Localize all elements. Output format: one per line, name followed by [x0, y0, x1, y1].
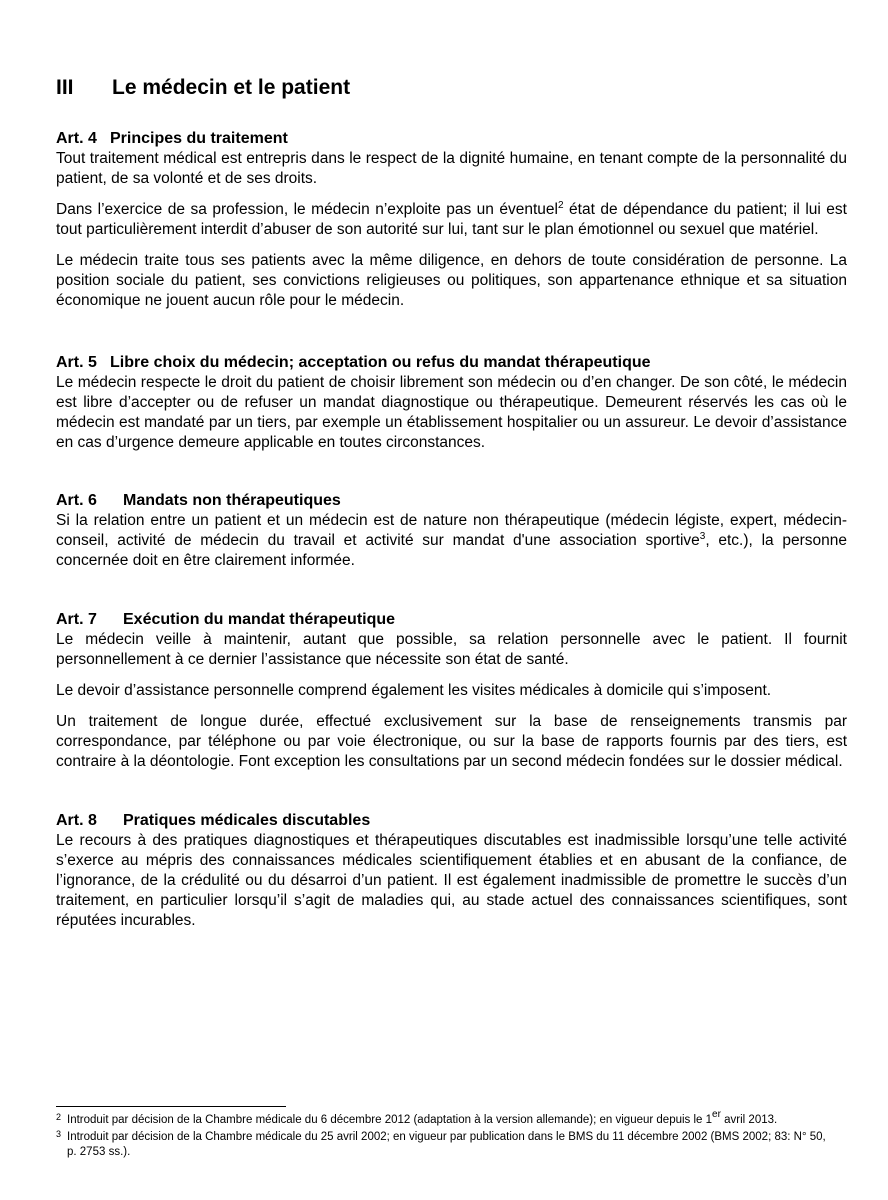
article-heading: [56, 812, 847, 830]
article-paragraph: Dans l’exercice de sa profession, le médecin n’exploite pas un éventuel$^2$ état de dépendance du patient; il lui est tout particulièrement interdit d’abuser de son autorité sur lui, tant sur le plan émotionnel ou sexuel que matériel.: [56, 200, 847, 238]
footnote-ref: 3: [699, 531, 706, 542]
article-paragraph: Le médecin respecte le droit du patient de choisir librement son médecin ou d’en changer. De son côté, le médecin est libre d’accepter ou de refuser un mandat diagnostique ou thérapeutique. Demeurent réservés les cas où le médecin est mandaté par un tiers, par exemple un établissement hospitalier ou un assureur. Le devoir d’assistance en cas d’urgence demeure applicable en toutes circonstances.: [56, 374, 847, 451]
article-number: Art. 4: [56, 130, 97, 147]
footnote-mark: 2: [56, 1112, 62, 1122]
article-6: [56, 492, 847, 571]
article-number: Art. 8: [56, 812, 97, 829]
article-8: [56, 812, 847, 931]
article-heading: [56, 611, 847, 629]
footnote-mark: 3: [56, 1129, 62, 1139]
footnote: [56, 1109, 828, 1128]
footnote-text: Introduit par décision de la Chambre médicale du 6 décembre 2012 (adaptation à la version allemande); en vigueur depuis le 1er avril 2013.: [67, 1109, 778, 1126]
footnote: [56, 1130, 828, 1160]
article-paragraph: Le médecin veille à maintenir, autant que possible, sa relation personnelle avec le patient. Il fournit personnellement à ce dernier l’assistance que nécessite son état de santé.: [56, 631, 847, 668]
article-heading: [56, 354, 847, 372]
article-paragraph: Si la relation entre un patient et un médecin est de nature non thérapeutique (médecin légiste, expert, médecin-conseil, activité de médecin du travail et activité sur mandat d'une association sportive$^3$, etc.), la personne concernée doit en être clairement informée.: [56, 512, 848, 569]
article-title: Mandats non thérapeutiques: [123, 492, 341, 509]
article-7: [56, 611, 847, 772]
footnotes: [56, 1106, 828, 1162]
article-title: Pratiques médicales discutables: [123, 812, 371, 829]
article-paragraph: Un traitement de longue durée, effectué exclusivement sur la base de renseignements transmis par correspondance, par téléphone ou par voie électronique, ou sur la base de rapports fournis par des tiers, est contraire à la déontologie. Font exception les consultations par un second médecin fondées sur le dossier médical.: [56, 713, 847, 770]
footnote-text: Introduit par décision de la Chambre médicale du 25 avril 2002; en vigueur par publication dans le BMS du 11 décembre 2002 (BMS 2002; 83: N° 50, p. 2753 ss.).: [67, 1131, 826, 1158]
article-5: [56, 354, 847, 453]
chapter-title: Le médecin et le patient: [112, 76, 351, 99]
article-paragraph: Le recours à des pratiques diagnostiques et thérapeutiques discutables est inadmissible lorsqu’une telle activité s’exerce au mépris des connaissances médicales scientifiquement établies et en abusant de la confiance, de l’ignorance, de la crédulité ou du désarroi d’un patient. Il est également inadmissible de promettre le succès d’un traitement, en particulier lorsqu’il s’agit de maladies qui, au stade actuel des connaissances scientifiques, sont réputées incurables.: [56, 832, 847, 929]
footnote-divider: [56, 1106, 286, 1107]
article-number: Art. 7: [56, 611, 97, 628]
document-page: [56, 76, 847, 931]
article-title: Principes du traitement: [110, 130, 288, 147]
footnote-ref: 2: [558, 200, 564, 211]
article-4: [56, 130, 847, 311]
article-paragraph: Tout traitement médical est entrepris dans le respect de la dignité humaine, en tenant compte de la personnalité du patient, de sa volonté et de ses droits.: [56, 150, 847, 187]
chapter-number: III: [56, 76, 74, 99]
article-title: Exécution du mandat thérapeutique: [123, 611, 396, 628]
article-heading: [56, 130, 847, 148]
article-paragraph: Le devoir d’assistance personnelle comprend également les visites médicales à domicile qui s’imposent.: [56, 682, 772, 699]
article-paragraph: Le médecin traite tous ses patients avec la même diligence, en dehors de toute considération de personne. La position sociale du patient, ses convictions religieuses ou politiques, son appartenance ethnique et sa situation économique ne jouent aucun rôle pour le médecin.: [56, 252, 847, 309]
article-number: Art. 5: [56, 354, 97, 371]
chapter-heading: [56, 76, 847, 100]
article-heading: [56, 492, 847, 510]
article-number: Art. 6: [56, 492, 97, 509]
article-title: Libre choix du médecin; acceptation ou refus du mandat thérapeutique: [110, 354, 651, 371]
